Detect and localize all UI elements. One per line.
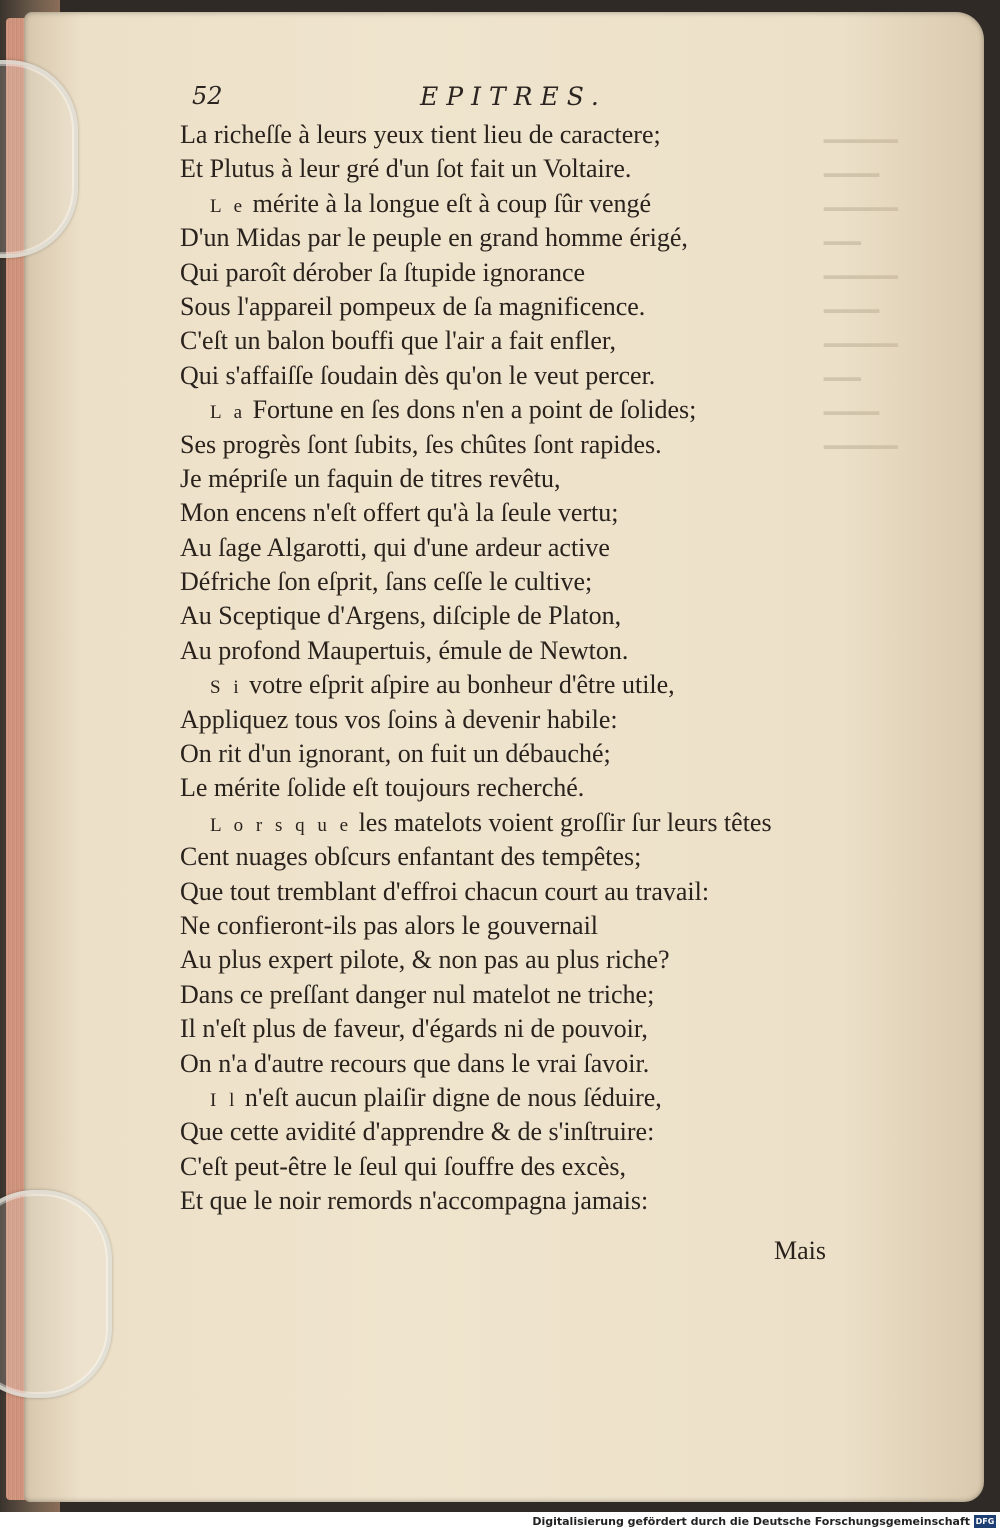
- verse-line: [180, 806, 820, 840]
- dfg-logo: DFG: [975, 1517, 995, 1526]
- funding-credit: Digitalisierung gefördert durch die Deutsche Forschungsgemeinschaft: [532, 1515, 970, 1528]
- verse-text: les matelots voient groſſir ſur leurs têtes: [352, 807, 772, 837]
- verse-initial-caps: L a: [210, 402, 247, 424]
- verse-text: Et Plutus à leur gré d'un ſot fait un Voltaire.: [180, 154, 632, 184]
- verse-line: [180, 1047, 820, 1081]
- verse-line: [180, 771, 820, 805]
- verse-line: [180, 840, 820, 874]
- verse-line: [180, 393, 820, 427]
- verse-line: [180, 187, 820, 221]
- verse-text: Que tout tremblant d'effroi chacun court au travail:: [180, 876, 710, 906]
- verse-text: mérite à la longue eſt à coup ſûr vengé: [246, 188, 652, 218]
- verse-line: [180, 428, 820, 462]
- verse-line: [180, 875, 820, 909]
- catchword: Mais: [774, 1236, 826, 1265]
- verse-text: Que cette avidité d'apprendre & de s'inſtruire:: [180, 1117, 655, 1147]
- paper-clip-bottom: [0, 1190, 112, 1398]
- verse-text: Je mépriſe un faquin de titres revêtu,: [180, 463, 561, 493]
- verse-text: Ne confieront-ils pas alors le gouvernail: [180, 910, 599, 940]
- verse-line: [180, 634, 820, 668]
- verse-line: [180, 359, 820, 393]
- verse-line: [180, 256, 820, 290]
- verse-text: Au plus expert pilote, & non pas au plus riche?: [180, 945, 670, 975]
- verse-initial-caps: L o r s q u e: [210, 814, 353, 836]
- verse-line: [180, 1115, 820, 1149]
- verse-text: Cent nuages obſcurs enfantant des tempêtes;: [180, 842, 642, 872]
- verse-text: Défriche ſon eſprit, ſans ceſſe le cultive;: [180, 567, 593, 597]
- verse-line: [180, 462, 820, 496]
- verse-text: On rit d'un ignorant, on fuit un débauché;: [180, 739, 611, 769]
- verse-text: Il n'eſt plus de faveur, d'égards ni de pouvoir,: [180, 1014, 648, 1044]
- verse-text: votre eſprit aſpire au bonheur d'être utile,: [242, 670, 675, 700]
- verse-line: [180, 290, 820, 324]
- verse-line: [180, 909, 820, 943]
- verse-line: [180, 324, 820, 358]
- footer-bar: [0, 1512, 1000, 1532]
- verse-text: Et que le noir remords n'accompagna jamais:: [180, 1186, 649, 1216]
- verse-text: La richeſſe à leurs yeux tient lieu de caractere;: [180, 120, 661, 149]
- verse-initial-caps: S i: [210, 677, 243, 699]
- verse-line: [180, 152, 820, 186]
- verse-text: On n'a d'autre recours que dans le vrai ſavoir.: [180, 1048, 650, 1078]
- verse-line: [180, 978, 820, 1012]
- show-through-text: ▁▁▁▁ ▁▁▁ ▁▁▁▁ ▁▁ ▁▁▁▁ ▁▁▁ ▁▁▁▁ ▁▁ ▁▁▁ ▁▁▁▁: [824, 115, 898, 449]
- verse-text: D'un Midas par le peuple en grand homme érigé,: [180, 223, 688, 253]
- verse-text: Le mérite ſolide eſt toujours recherché.: [180, 773, 585, 803]
- verse-line: [180, 1184, 820, 1218]
- verse-text: Au Sceptique d'Argens, diſciple de Platon,: [180, 601, 622, 631]
- verse-text: Au ſage Algarotti, qui d'une ardeur active: [180, 532, 610, 562]
- verse-text: Appliquez tous vos ſoins à devenir habile:: [180, 704, 618, 734]
- verse-text: Ses progrès ſont ſubits, ſes chûtes ſont rapides.: [180, 429, 662, 459]
- verse-text: C'eſt un balon bouffi que l'air a fait enfler,: [180, 326, 616, 356]
- verse-line: [180, 599, 820, 633]
- verse-text: Au profond Maupertuis, émule de Newton.: [180, 635, 629, 665]
- verse-line: [180, 531, 820, 565]
- verse-text: n'eſt aucun plaiſir digne de nous ſéduire,: [238, 1082, 662, 1112]
- verse-text: Fortune en ſes dons n'en a point de ſolides;: [246, 395, 697, 425]
- verse-line: [180, 1081, 820, 1115]
- verse-line: [180, 703, 820, 737]
- verse-line: [180, 668, 820, 702]
- verse-text: Qui s'affaiſſe ſoudain dès qu'on le veut percer.: [180, 360, 656, 390]
- verse-line: [180, 221, 820, 255]
- page-number: 52: [192, 82, 223, 110]
- verse-initial-caps: I l: [210, 1089, 239, 1111]
- page-header: [192, 82, 632, 116]
- verse-line: [180, 1012, 820, 1046]
- verse-text: Dans ce preſſant danger nul matelot ne triche;: [180, 979, 655, 1009]
- verse-line: [180, 565, 820, 599]
- verse-line: [180, 737, 820, 771]
- verse-line: [180, 943, 820, 977]
- verse-line: [180, 496, 820, 530]
- verse-block: [180, 118, 820, 1219]
- verse-text: Sous l'appareil pompeux de ſa magnificence.: [180, 291, 646, 321]
- verse-text: C'eſt peut-être le ſeul qui ſouffre des excès,: [180, 1151, 627, 1181]
- verse-text: Qui paroît dérober ſa ſtupide ignorance: [180, 257, 586, 287]
- verse-line: [180, 118, 820, 152]
- verse-initial-caps: L e: [210, 195, 247, 217]
- running-title: EPITRES.: [420, 82, 607, 111]
- verse-text: Mon encens n'eſt offert qu'à la ſeule vertu;: [180, 498, 619, 528]
- verse-line: [180, 1150, 820, 1184]
